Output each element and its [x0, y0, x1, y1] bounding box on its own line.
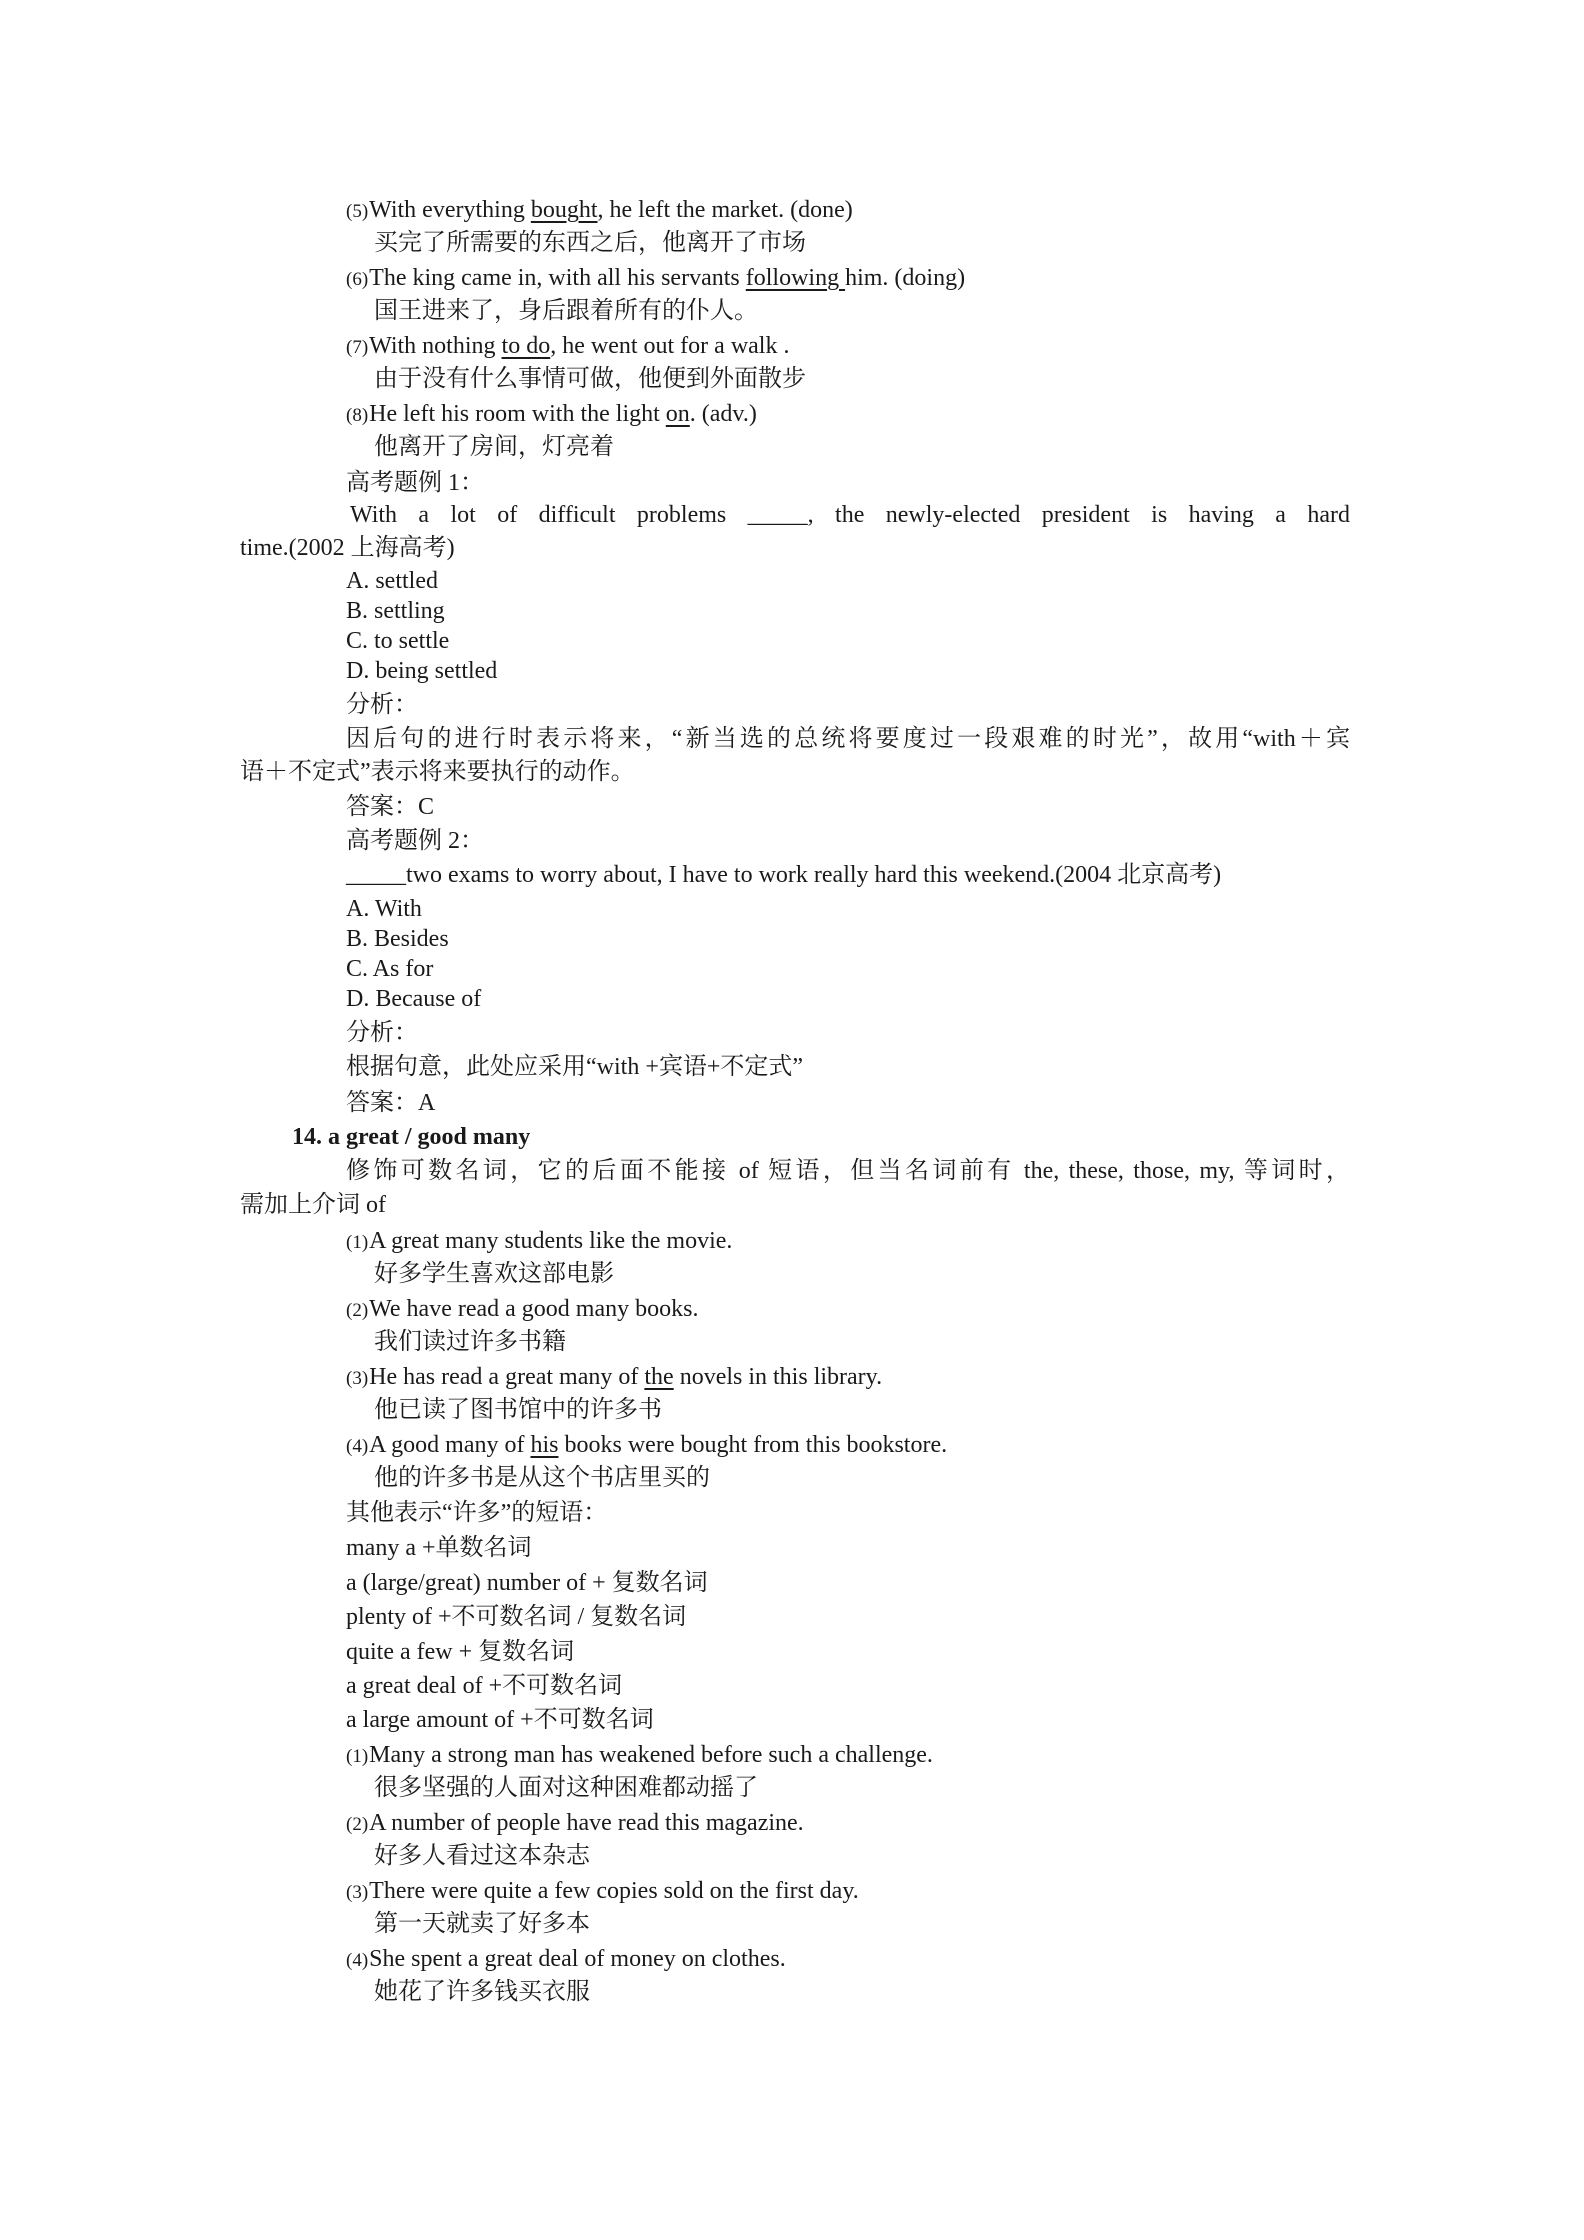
answer-option: A. settled: [346, 568, 438, 594]
underlined-word: his: [530, 1432, 559, 1458]
sentence-text: With nothing: [369, 333, 502, 359]
underlined-word: to do: [501, 333, 551, 359]
sentence-text: She spent a great deal of money on clothes.: [369, 1946, 786, 1972]
example-number: (2): [346, 1300, 369, 1321]
underlined-word: following: [745, 265, 846, 291]
example-sentence: [346, 1808, 804, 1838]
example-translation: 她花了许多钱买衣服: [374, 1979, 590, 2005]
example-number: (1): [346, 1746, 369, 1767]
example-sentence: [346, 1362, 882, 1392]
example-number: (4): [346, 1950, 369, 1971]
sentence-text: He left his room with the light: [369, 401, 666, 427]
example-translation: 他已读了图书馆中的许多书: [374, 1397, 662, 1423]
answer-option: B. settling: [346, 598, 445, 624]
section-description-continued: 需加上介词 of: [240, 1192, 386, 1218]
sentence-text: books were bought from this bookstore.: [558, 1432, 948, 1458]
example-number: (8): [346, 405, 369, 426]
example-number: (4): [346, 1436, 369, 1457]
phrase-item: many a +单数名词: [346, 1535, 532, 1561]
section-description: 修饰可数名词，它的后面不能接 of 短语，但当名词前有 the, these, those, my, 等词时，: [346, 1158, 1350, 1184]
example-sentence: [346, 1226, 732, 1256]
example-sentence: [346, 1876, 859, 1906]
underlined-word: the: [644, 1364, 674, 1390]
analysis-text: 因后句的进行时表示将来，“新当选的总统将要度过一段艰难的时光”，故用“with＋宾: [346, 726, 1350, 752]
example-translation: 很多坚强的人面对这种困难都动摇了: [374, 1775, 758, 1801]
example-sentence: [346, 263, 965, 293]
example-sentence: [346, 399, 757, 429]
exam-heading: 高考题例 2：: [346, 828, 484, 854]
answer-option: C. As for: [346, 956, 434, 982]
sentence-text: The king came in, with all his servants: [369, 265, 746, 291]
phrase-item: plenty of +不可数名词 / 复数名词: [346, 1604, 687, 1630]
sentence-text: There were quite a few copies sold on the first day.: [369, 1878, 859, 1904]
example-translation: 第一天就卖了好多本: [374, 1911, 590, 1937]
example-number: (6): [346, 269, 369, 290]
sentence-text: , he left the market. (done): [597, 197, 853, 223]
example-sentence: [346, 1430, 947, 1460]
example-translation: 我们读过许多书籍: [374, 1329, 566, 1355]
example-translation: 好多人看过这本杂志: [374, 1843, 590, 1869]
sentence-text: A good many of: [369, 1432, 531, 1458]
sentence-text: novels in this library.: [673, 1364, 883, 1390]
example-number: (7): [346, 337, 369, 358]
analysis-text: 根据句意，此处应采用“with +宾语+不定式”: [346, 1054, 804, 1080]
example-number: (5): [346, 201, 369, 222]
example-number: (3): [346, 1882, 369, 1903]
example-sentence: [346, 1294, 698, 1324]
sentence-text: With everything: [369, 197, 531, 223]
example-number: (2): [346, 1814, 369, 1835]
sentence-text: He has read a great many of: [369, 1364, 645, 1390]
underlined-word: bought: [530, 197, 598, 223]
sentence-text: We have read a good many books.: [369, 1296, 699, 1322]
analysis-text-continued: 语＋不定式”表示将来要执行的动作。: [240, 759, 635, 785]
answer-option: D. Because of: [346, 986, 482, 1012]
example-translation: 买完了所需要的东西之后，他离开了市场: [374, 230, 806, 256]
example-sentence: [346, 195, 853, 225]
underlined-word: on: [665, 401, 690, 427]
example-translation: 由于没有什么事情可做，他便到外面散步: [374, 366, 806, 392]
analysis-label: 分析：: [346, 692, 418, 718]
phrase-item: a large amount of +不可数名词: [346, 1707, 654, 1733]
exam-heading: 高考题例 1：: [346, 470, 484, 496]
answer-text: 答案：C: [346, 794, 435, 820]
answer-option: A. With: [346, 896, 422, 922]
phrase-item: quite a few + 复数名词: [346, 1639, 575, 1665]
exam-question-continued: time.(2002 上海高考): [240, 535, 455, 561]
example-translation: 好多学生喜欢这部电影: [374, 1261, 614, 1287]
phrase-item: a great deal of +不可数名词: [346, 1673, 623, 1699]
section-title: 14. a great / good many: [292, 1124, 531, 1150]
exam-question: With a lot of difficult problems _____, the newly-elected president is having a hard: [350, 502, 1350, 528]
sentence-text: , he went out for a walk .: [550, 333, 790, 359]
phrases-heading: 其他表示“许多”的短语：: [346, 1500, 608, 1526]
example-sentence: [346, 1944, 786, 1974]
example-translation: 他离开了房间，灯亮着: [374, 434, 614, 460]
example-sentence: [346, 1740, 933, 1770]
sentence-text: A great many students like the movie.: [369, 1228, 733, 1254]
example-translation: 国王进来了，身后跟着所有的仆人。: [374, 298, 758, 324]
answer-text: 答案：A: [346, 1090, 436, 1116]
sentence-text: A number of people have read this magazine.: [369, 1810, 804, 1836]
answer-option: C. to settle: [346, 628, 450, 654]
exam-question: _____two exams to worry about, I have to work really hard this weekend.(2004 北京高考): [346, 862, 1222, 888]
example-translation: 他的许多书是从这个书店里买的: [374, 1465, 710, 1491]
sentence-text: Many a strong man has weakened before such a challenge.: [369, 1742, 933, 1768]
answer-option: B. Besides: [346, 926, 449, 952]
example-sentence: [346, 331, 789, 361]
analysis-label: 分析：: [346, 1020, 418, 1046]
example-number: (1): [346, 1232, 369, 1253]
example-number: (3): [346, 1368, 369, 1389]
sentence-text: . (adv.): [689, 401, 757, 427]
sentence-text: him. (doing): [845, 265, 966, 291]
phrase-item: a (large/great) number of + 复数名词: [346, 1570, 708, 1596]
answer-option: D. being settled: [346, 658, 498, 684]
